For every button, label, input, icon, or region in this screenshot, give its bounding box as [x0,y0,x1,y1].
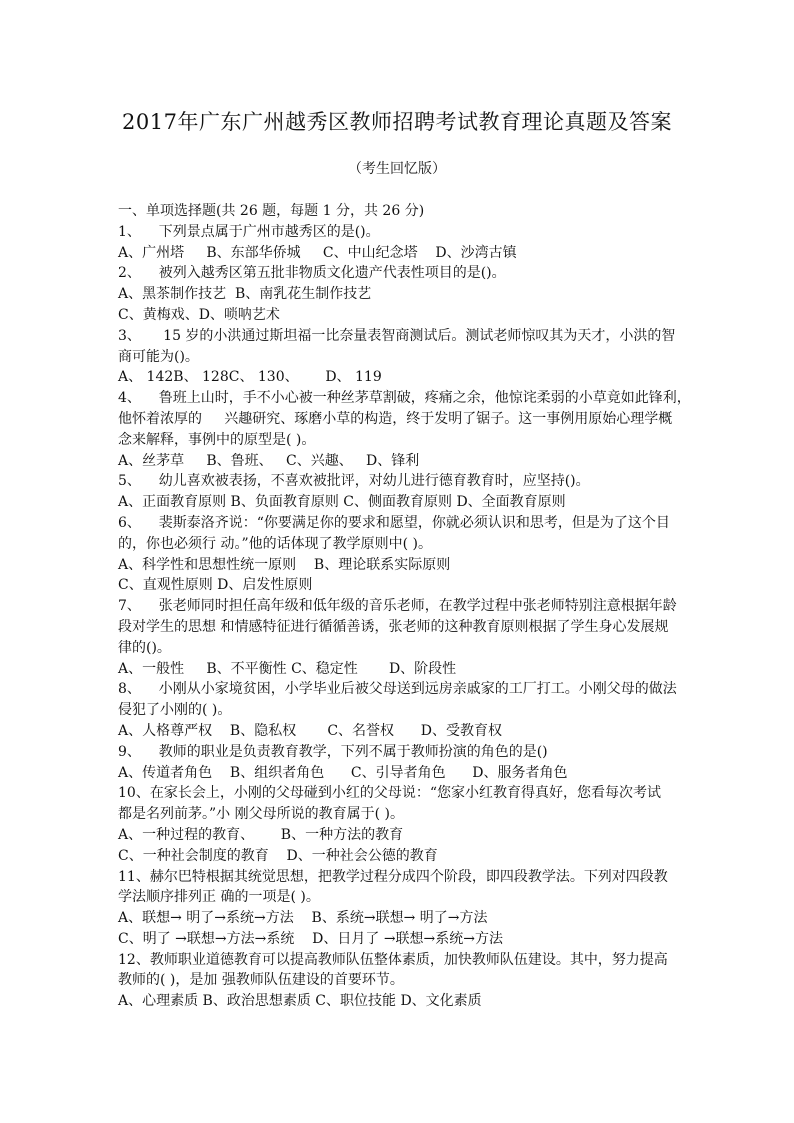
section-heading: 一、单项选择题(共 26 题，每题 1 分，共 26 分) [118,203,425,219]
text-line: C、直观性原则 D、启发性原则 [118,577,313,594]
text-line: 4、 鲁班上山时，手不小心被一种丝茅草割破，疼痛之余，他惊诧柔弱的小草竟如此锋利， [118,390,691,407]
text-line: C、一种社会制度的教育 D、一种社会公德的教育 [118,847,438,864]
text-line: 商可能为()。 [118,348,199,365]
text-line: C、明了 →联想→方法→系统 D、日月了 →联想→系统→方法 [118,930,504,947]
text-line: 9、 教师的职业是负责教育教学，下列不属于教师扮演的角色的是() [118,743,548,760]
text-line: A、科学性和思想性统一原则 B、理论联系实际原则 [118,556,451,573]
text-line: 念来解释，事例中的原型是( )。 [118,431,316,448]
text-line: A、一种过程的教育、 B、一种方法的教育 [118,826,404,843]
text-line: A、一般性 B、不平衡性 C、稳定性 D、阶段性 [118,660,457,677]
text-line: C、黄梅戏、D、唢呐艺术 [118,306,280,323]
text-line: 律的()。 [118,639,171,656]
text-line: A、传道者角色 B、组织者角色 C、引导者角色 D、服务者角色 [118,764,568,781]
text-line: 段对学生的思想 和情感特征进行循循善诱，张老师的这种教育原则根据了学生身心发展规 [118,618,669,635]
document-title: 2017年广东广州越秀区教师招聘考试教育理论真题及答案 [122,110,672,134]
text-line: 11、赫尔巴特根据其统觉思想，把教学过程分成四个阶段，即四段教学法。下列对四段教 [118,868,668,885]
document-body [118,201,691,1012]
text-line: 12、教师职业道德教育可以提高教师队伍整体素质，加快教师队伍建设。其中，努力提高 [118,951,668,968]
text-line: A、黑茶制作技艺 B、南乳花生制作技艺 [118,286,372,303]
text-line: 6、 裴斯泰洛齐说：“你要满足你的要求和愿望，你就必须认识和思考，但是为了这个目 [118,514,670,531]
text-line: A、联想→ 明了→系统→方法 B、系统→联想→ 明了→方法 [118,910,488,927]
text-line: A、心理素质 B、政治思想素质 C、职位技能 D、文化素质 [118,993,482,1010]
text-line: 8、 小刚从小家境贫困，小学毕业后被父母送到远房亲戚家的工厂打工。小刚父母的做法 [118,681,677,698]
text-line: A、广州塔 B、东部华侨城 C、中山纪念塔 D、沙湾古镇 [118,244,517,261]
text-line: 2、 被列入越秀区第五批非物质文化遗产代表性项目的是()。 [118,265,506,282]
text-line: 10、在家长会上，小刚的父母碰到小红的父母说：“您家小红教育得真好，您看每次考试 [118,785,661,802]
text-line: A、人格尊严权 B、隐私权 C、名誉权 D、受教育权 [118,722,502,739]
document-subtitle: （考生回忆版） [348,161,446,177]
text-line: 侵犯了小刚的( )。 [118,702,232,719]
text-line: 学法顺序排列正 确的一项是( )。 [118,889,320,906]
text-line: 都是名列前茅。”小 刚父母所说的教育属于( )。 [118,806,404,823]
text-line: 5、 幼儿喜欢被表扬，不喜欢被批评，对幼儿进行德育教育时，应坚持()。 [118,473,590,490]
text-line: 的，你也必须行 动。”他的话体现了教学原则中( )。 [118,535,432,552]
text-line: A、 142B、 128C、 130、 D、 119 [118,369,382,386]
text-line: 3、 15 岁的小洪通过斯坦福一比奈量表智商测试后。测试老师惊叹其为天才，小洪的智 [118,327,676,344]
text-line: 7、 张老师同时担任高年级和低年级的音乐老师，在教学过程中张老师特别注意根据年龄 [118,598,677,615]
text-line: 1、 下列景点属于广州市越秀区的是()。 [118,223,380,240]
text-line: 教师的( )，是加 强教师队伍建设的首要环节。 [118,972,404,989]
text-line: A、正面教育原则 B、负面教育原则 C、侧面教育原则 D、全面教育原则 [118,494,566,511]
text-line: 他怀着浓厚的 兴趣研究、琢磨小草的构造，终于发明了锯子。这一事例用原始心理学概 [118,410,673,427]
text-line: A、丝茅草 B、鲁班、 C、兴趣、 D、锋利 [118,452,420,469]
